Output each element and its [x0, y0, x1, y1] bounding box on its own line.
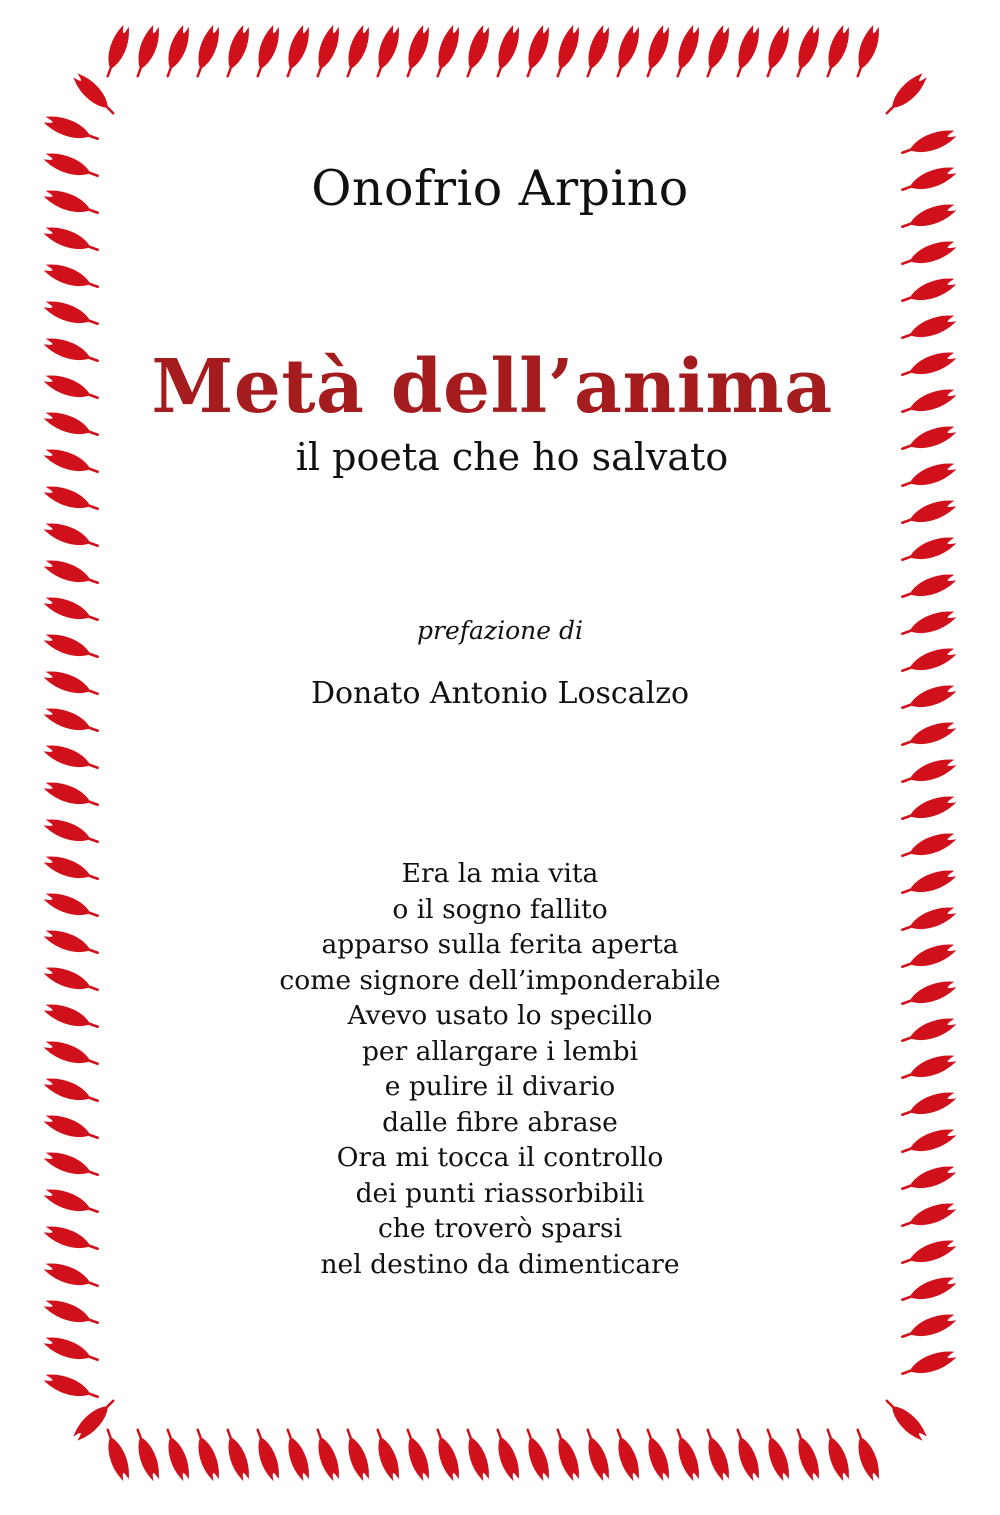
feather-icon [701, 1427, 732, 1481]
feather-icon [131, 25, 162, 79]
feather-icon [791, 25, 822, 79]
feather-icon [71, 71, 118, 118]
book-subtitle: il poeta che ho salvato [295, 435, 729, 479]
feather-icon [900, 275, 957, 308]
feather-icon [44, 113, 101, 146]
feather-icon [371, 25, 402, 79]
feather-icon [44, 557, 101, 590]
feather-icon [521, 1427, 552, 1481]
feather-icon [900, 645, 957, 678]
feather-icon [461, 1427, 492, 1481]
feather-icon [611, 25, 642, 79]
feather-icon [821, 1427, 852, 1481]
feather-icon [761, 25, 792, 79]
feather-icon [900, 793, 957, 826]
poem-line: nel destino da dimenticare [320, 1248, 680, 1280]
poem-line: Avevo usato lo specillo [347, 1000, 653, 1031]
feather-icon [44, 520, 101, 553]
feather-icon [761, 1427, 792, 1481]
feather-icon [900, 571, 957, 604]
feather-icon [371, 1427, 402, 1481]
feather-icon [900, 127, 957, 160]
feather-icon [341, 25, 372, 79]
feather-icon [641, 1427, 672, 1481]
feather-icon [161, 1427, 192, 1481]
feather-icon [900, 497, 957, 530]
poem [0, 856, 1000, 1282]
feather-icon [44, 816, 101, 849]
feather-icon [551, 1427, 582, 1481]
feather-icon [44, 742, 101, 775]
feather-icon [731, 25, 762, 79]
feather-icon [281, 1427, 312, 1481]
feather-icon [882, 71, 929, 118]
feather-icon [401, 25, 432, 79]
feather-icon [251, 25, 282, 79]
feather-icon [311, 1427, 342, 1481]
poem-line: apparso sulla ferita aperta [321, 929, 679, 960]
feather-icon [882, 1396, 929, 1443]
feather-icon [44, 483, 101, 516]
poem-line: che troverò sparsi [377, 1213, 623, 1244]
feather-icon [671, 1427, 702, 1481]
feather-icon [341, 1427, 372, 1481]
feather-icon [851, 25, 882, 79]
feather-icon [71, 1396, 118, 1443]
feather-icon [44, 779, 101, 812]
feather-icon [251, 1427, 282, 1481]
poem-line: e pulire il divario [384, 1071, 616, 1102]
feather-icon [521, 25, 552, 79]
feather-icon [44, 1371, 101, 1404]
feather-icon [221, 1427, 252, 1481]
feather-icon [581, 1427, 612, 1481]
feather-icon [44, 261, 101, 294]
feather-icon [900, 1311, 957, 1344]
feather-icon [900, 719, 957, 752]
feather-icon [44, 298, 101, 331]
feather-icon [491, 1427, 522, 1481]
feather-icon [551, 25, 582, 79]
feather-icon [900, 238, 957, 271]
feather-icon [671, 25, 702, 79]
poem-line: come signore dell’imponderabile [279, 964, 721, 996]
feather-icon [900, 1348, 957, 1381]
feather-icon [311, 25, 342, 79]
feather-icon [900, 534, 957, 567]
preface-label: prefazione di [417, 616, 583, 645]
feather-icon [611, 1427, 642, 1481]
feather-icon [461, 25, 492, 79]
feather-icon [431, 25, 462, 79]
feather-icon [401, 1427, 432, 1481]
feather-icon [491, 25, 522, 79]
feather-icon [44, 1334, 101, 1367]
feather-icon [641, 25, 672, 79]
feather-icon [791, 1427, 822, 1481]
poem-line: per allargare i lembi [361, 1035, 639, 1067]
feather-icon [221, 25, 252, 79]
feather-icon [731, 1427, 762, 1481]
feather-icon [191, 25, 222, 79]
poem-line: dei punti riassorbibili [355, 1177, 645, 1209]
feather-icon [701, 25, 732, 79]
preface-author: Donato Antonio Loscalzo [310, 676, 690, 711]
author-name: Onofrio Arpino [311, 160, 689, 217]
feather-icon [851, 1427, 882, 1481]
feather-icon [44, 224, 101, 257]
feather-icon [581, 25, 612, 79]
book-title: Metà dell’anima [151, 344, 833, 430]
feather-icon [281, 25, 312, 79]
feather-icon [161, 25, 192, 79]
poem-line: o il sogno fallito [392, 893, 608, 925]
feather-icon [900, 756, 957, 789]
feather-icon [101, 25, 132, 79]
feather-icon [191, 1427, 222, 1481]
feather-icon [431, 1427, 462, 1481]
poem-line: Era la mia vita [401, 858, 599, 889]
poem-line: Ora mi tocca il controllo [336, 1142, 664, 1173]
poem-line: dalle fibre abrase [382, 1106, 618, 1138]
feather-icon [821, 25, 852, 79]
feather-icon [900, 312, 957, 345]
feather-icon [131, 1427, 162, 1481]
feather-icon [101, 1427, 132, 1481]
feather-icon [44, 1297, 101, 1330]
